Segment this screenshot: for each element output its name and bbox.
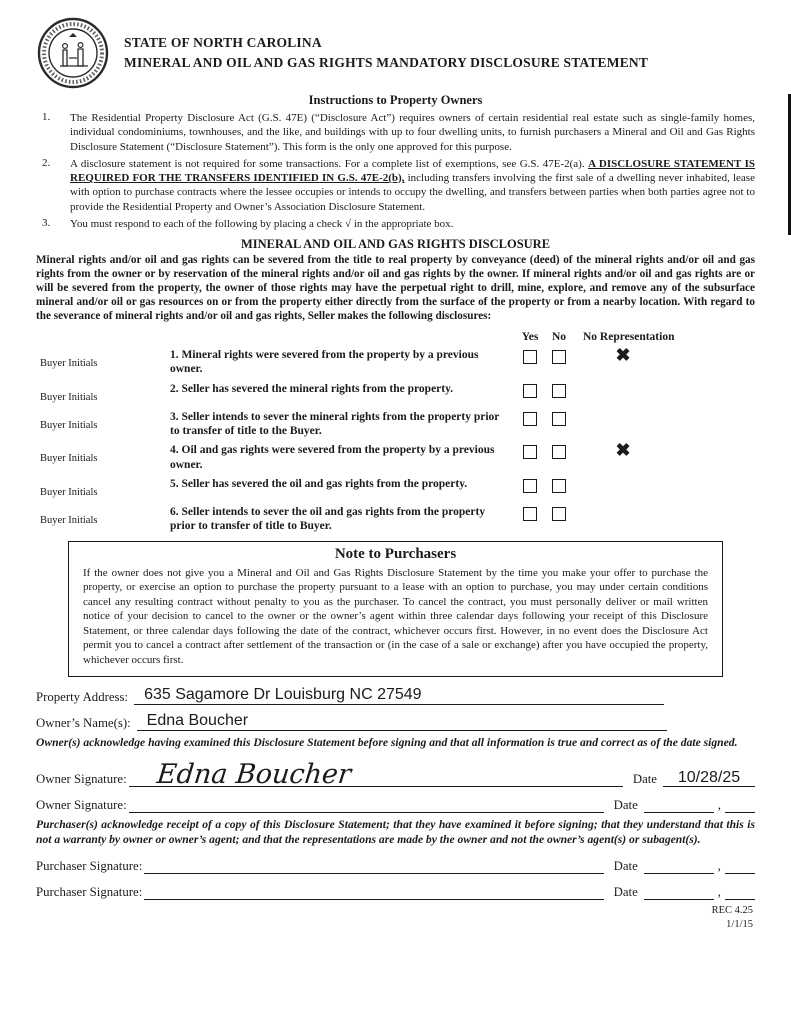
- checkbox-square: [552, 412, 566, 426]
- date-label: Date: [613, 884, 638, 899]
- note-body: If the owner does not give you a Mineral and Oil and Gas Rights Disclosure Statement by the time you make your offer to purchase the property, or exercise an option to purchase the property pursuant to a lease with an option to purchase, you may under certain conditions cancel any resulting contract without penalty to you as the purchaser. To cancel the contract, you must personally deliver or mail written notice of your decision to cancel to the owner or the owner’s agent within three calendar days following your receipt of this Disclosure Statement, or three calendar days following the date of the contract, whichever occurs first. However, in no event does the Disclosure Act permit you to cancel a contract after settlement of the transaction or (in the case of a sale or exchange) after you have occupied the property, whichever occurs first.: [83, 566, 708, 666]
- buyer-initials-field[interactable]: [40, 353, 146, 371]
- item2-before: A disclosure statement is not required for some transactions. For a complete list of exemptions, see G.S. 47E-2(a).: [70, 157, 589, 170]
- item2-emphasis: A DISCLOSURE STATEMENT IS REQUIRED FOR THE TRANSFERS IDENTIFIED IN G.S. 47E-2(b),: [70, 157, 756, 185]
- disclosure-row-5: [36, 477, 755, 500]
- date-input[interactable]: [644, 857, 714, 874]
- yes-checkbox[interactable]: [515, 443, 545, 459]
- checkbox-square: [552, 445, 566, 459]
- owner-names-input[interactable]: [137, 713, 667, 731]
- disclosure-intro: Mineral rights and/or oil and gas rights can be severed from the title to real property by conveyance (deed) of the mineral rights and/or oil and gas rights from the owner or by reservation of the mineral rights and/or oil and gas rights by the owner. If mineral rights and/or oil and gas rights are or will be severed from the property, the owner of those rights may have the perpetual right to drill, mine, explore, and remove any of the subsurface mineral and/or oil or gas resources on or from the property either directly from the surface of the property or from a nearby location. With regard to the severance of mineral rights and/or oil and gas rights, Seller makes the following disclosures:: [36, 254, 755, 322]
- yes-checkbox[interactable]: [515, 410, 545, 426]
- disclosure-row-3: [36, 410, 755, 439]
- checkbox-square: [552, 479, 566, 493]
- checkbox-square: [552, 507, 566, 521]
- purchaser-signature-label: Purchaser Signature:: [36, 858, 143, 873]
- checkbox-square: [523, 507, 537, 521]
- form-header: [36, 16, 755, 90]
- no-checkbox[interactable]: [545, 410, 573, 426]
- purchaser-signature-row-2: [36, 883, 755, 900]
- checkbox-square: [523, 412, 537, 426]
- date-comma: ,: [717, 884, 721, 899]
- buyer-initials-label: Buyer Initials: [40, 515, 98, 527]
- checkbox-square: [552, 350, 566, 364]
- form-code: REC 4.25: [711, 904, 753, 916]
- owner-names-value: Edna Boucher: [146, 712, 249, 730]
- property-address-label: Property Address:: [36, 690, 129, 705]
- year-input[interactable]: [725, 796, 755, 813]
- purchaser-signature-label: Purchaser Signature:: [36, 884, 143, 899]
- form-revision-date: 1/1/15: [726, 918, 753, 930]
- no-checkbox[interactable]: [545, 505, 573, 521]
- item-number: 3.: [42, 217, 51, 230]
- date-input[interactable]: [644, 883, 714, 900]
- disclosure-row-4: [36, 440, 755, 472]
- item-number: 1.: [42, 111, 51, 123]
- nc-real-estate-commission-seal-icon: [36, 16, 110, 90]
- owner-signature-input[interactable]: [129, 796, 604, 813]
- year-input[interactable]: [725, 857, 755, 874]
- buyer-initials-field[interactable]: [40, 415, 146, 433]
- question-text: 6. Seller intends to sever the oil and gas rights from the property prior to transfer of title to Buyer.: [170, 506, 486, 533]
- instruction-item-2: [36, 157, 755, 214]
- form-footer: [36, 904, 755, 931]
- checkbox-square: [523, 350, 537, 364]
- owner-signature-input[interactable]: [129, 759, 623, 791]
- no-checkbox[interactable]: [545, 348, 573, 364]
- year-input[interactable]: [725, 883, 755, 900]
- instruction-item-3: [36, 217, 755, 231]
- owner-names-label: Owner’s Name(s):: [36, 716, 131, 731]
- question-text: 5. Seller has severed the oil and gas rights from the property.: [170, 478, 468, 491]
- col-yes-header: Yes: [521, 330, 539, 343]
- buyer-initials-label: Buyer Initials: [40, 419, 98, 431]
- date-label: Date: [632, 772, 657, 787]
- instructions-heading: Instructions to Property Owners: [308, 93, 483, 107]
- item-text: You must respond to each of the following by placing a check √ in the appropriate box.: [70, 218, 454, 231]
- buyer-initials-label: Buyer Initials: [40, 391, 98, 403]
- checkbox-square: [523, 445, 537, 459]
- checkbox-square: [523, 384, 537, 398]
- owner-acknowledgment: Owner(s) acknowledge having examined this Disclosure Statement before signing and that all information is true and correct as of the date signed.: [36, 736, 738, 750]
- date-label: Date: [613, 858, 638, 873]
- buyer-initials-field[interactable]: [40, 387, 146, 405]
- note-to-purchasers-box: [68, 541, 723, 678]
- yes-checkbox[interactable]: [515, 477, 545, 493]
- disclosure-heading: MINERAL AND OIL AND GAS RIGHTS DISCLOSURE: [240, 237, 551, 252]
- owner-signature-label: Owner Signature:: [36, 798, 127, 813]
- property-address-input[interactable]: [134, 687, 664, 705]
- form-title: MINERAL AND OIL AND GAS RIGHTS MANDATORY DISCLOSURE STATEMENT: [124, 55, 649, 70]
- disclosure-row-1: [36, 344, 755, 377]
- owner-signature-value: Edna Boucher: [154, 759, 353, 791]
- yes-checkbox[interactable]: [515, 348, 545, 364]
- state-title: STATE OF NORTH CAROLINA: [124, 35, 322, 51]
- question-text: 4. Oil and gas rights were severed from the property by a previous owner.: [170, 444, 495, 471]
- no-representation-mark[interactable]: ✖: [615, 344, 631, 365]
- purchaser-acknowledgment: Purchaser(s) acknowledge receipt of a copy of this Disclosure Statement; that they have examined it before signing; that they understand that this is not a warranty by owner or owner’s agent; and that the representations are made by the owner and not the owner’s agent(s) or subagent(s).: [36, 818, 755, 847]
- date-comma: ,: [717, 858, 721, 873]
- disclosure-row-2: [36, 382, 755, 405]
- buyer-initials-field[interactable]: [40, 510, 146, 528]
- owner-date-input[interactable]: [663, 770, 755, 787]
- yes-checkbox[interactable]: [515, 382, 545, 398]
- buyer-initials-field[interactable]: [40, 482, 146, 500]
- note-title: Note to Purchasers: [334, 545, 457, 562]
- question-text: 2. Seller has severed the mineral rights from the property.: [170, 382, 454, 395]
- question-text: 3. Seller intends to sever the mineral rights from the property prior to transfer of title to the Buyer.: [170, 410, 500, 437]
- item-text: [70, 157, 755, 214]
- item-number: 2.: [42, 156, 51, 169]
- item2-after: including transfers involving the first sale of a dwelling never inhabited, lease with option to purchase contracts where the lessee occupies or intends to occupy the dwelling, and transfers between parties when both parties agree not to provide the Residential Property and Owner’s Association Disclosure Statement.: [70, 172, 755, 213]
- col-no-representation-header: No Representation: [583, 330, 675, 343]
- instruction-item-1: [36, 111, 755, 154]
- no-checkbox[interactable]: [545, 382, 573, 398]
- owner-names-row: [36, 713, 755, 731]
- date-label: Date: [613, 798, 638, 813]
- date-comma: ,: [717, 798, 721, 813]
- owner-date-value: 10/28/25: [677, 769, 741, 787]
- item-text: The Residential Property Disclosure Act (G.S. 47E) (“Disclosure Act”) requires owners of certain residential real estate such as single-family homes, individual condominiums, townhouses, and the like, and buildings with up to four dwelling units, to furnish purchasers a Mineral and Oil and Gas Rights Disclosure Statement (“Disclosure Statement”). This form is the only one approved for this purpose.: [70, 112, 755, 153]
- buyer-initials-field[interactable]: [40, 448, 146, 466]
- owner-signature-label: Owner Signature:: [36, 772, 127, 787]
- owner-signature-row-2: [36, 796, 755, 813]
- no-representation-mark[interactable]: ✖: [615, 440, 631, 461]
- buyer-initials-label: Buyer Initials: [40, 357, 98, 369]
- purchaser-signature-input[interactable]: [144, 857, 603, 874]
- buyer-initials-label: Buyer Initials: [40, 453, 98, 465]
- property-address-row: [36, 687, 755, 705]
- owner-signature-row-1: [36, 759, 755, 791]
- yes-checkbox[interactable]: [515, 505, 545, 521]
- question-text: 1. Mineral rights were severed from the property by a previous owner.: [170, 348, 479, 376]
- buyer-initials-label: Buyer Initials: [40, 487, 98, 499]
- checkbox-square: [523, 479, 537, 493]
- purchaser-signature-input[interactable]: [144, 883, 603, 900]
- disclosure-row-6: [36, 505, 755, 534]
- no-checkbox[interactable]: [545, 477, 573, 493]
- no-checkbox[interactable]: [545, 443, 573, 459]
- col-no-header: No: [551, 330, 567, 343]
- purchaser-signature-row-1: [36, 857, 755, 874]
- date-input[interactable]: [644, 796, 714, 813]
- property-address-value: 635 Sagamore Dr Louisburg NC 27549: [144, 686, 422, 704]
- checkbox-square: [552, 384, 566, 398]
- disclosure-column-headers: [36, 331, 755, 343]
